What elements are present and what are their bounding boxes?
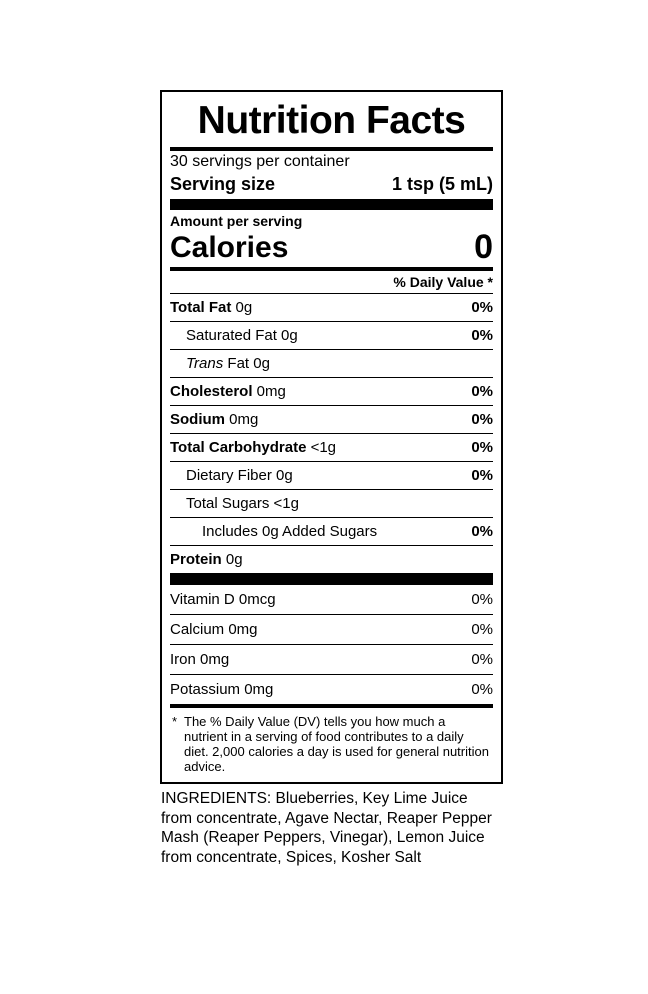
- row-sodium: [170, 405, 493, 433]
- row-protein: [170, 545, 493, 573]
- nutrition-facts-panel: [160, 90, 503, 784]
- row-dv: 0%: [471, 327, 493, 344]
- row-saturated-fat: [170, 321, 493, 349]
- page-title: Nutrition Facts: [197, 99, 466, 142]
- divider-thick-bottom: [170, 573, 493, 584]
- serving-size-value: 1 tsp (5 mL): [391, 174, 493, 194]
- row-added-sugars: [170, 517, 493, 545]
- row-dv: 0%: [471, 523, 493, 540]
- ingredients-text: INGREDIENTS: Blueberries, Key Lime Juice from concentrate, Agave Nectar, Reaper Pepper Mash (Reaper Peppers, Vinegar), Lemon Juice from concentrate, Spices, Kosher Salt: [161, 790, 492, 866]
- row-label: Saturated Fat 0g: [186, 327, 298, 344]
- row-label: Total Fat 0g: [170, 299, 253, 316]
- row-total-sugars: [170, 489, 493, 517]
- row-label: Sodium 0mg: [170, 411, 259, 428]
- row-vitamin-d: [170, 584, 493, 614]
- servings-per-container: 30 servings per container: [170, 153, 350, 170]
- row-dv: 0%: [471, 467, 493, 484]
- row-dv: 0%: [471, 299, 493, 316]
- calories-value: 0: [474, 228, 493, 266]
- row-calcium: [170, 614, 493, 644]
- divider-thick-top: [170, 199, 493, 210]
- row-cholesterol: [170, 377, 493, 405]
- row-trans-fat: [170, 349, 493, 377]
- row-total-fat: [170, 293, 493, 321]
- row-dv: 0%: [471, 439, 493, 456]
- row-dv: 0%: [471, 621, 493, 638]
- row-label: Vitamin D 0mcg: [170, 591, 276, 608]
- row-dv: 0%: [471, 383, 493, 400]
- row-dv: 0%: [471, 651, 493, 668]
- row-label: Protein 0g: [170, 551, 243, 568]
- row-label: Calcium 0mg: [170, 621, 258, 638]
- daily-value-footnote: [170, 704, 493, 778]
- row-dietary-fiber: [170, 461, 493, 489]
- row-total-carbohydrate: [170, 433, 493, 461]
- calories-row: [170, 229, 493, 267]
- serving-size-label: Serving size: [170, 174, 276, 194]
- row-label: Total Carbohydrate <1g: [170, 439, 337, 456]
- row-potassium: [170, 674, 493, 704]
- calories-label: Calories: [170, 231, 289, 264]
- row-label: Iron 0mg: [170, 651, 230, 668]
- row-label: Total Sugars <1g: [186, 495, 299, 512]
- daily-value-header: % Daily Value *: [393, 274, 493, 290]
- amount-per-serving-label: Amount per serving: [170, 213, 303, 229]
- row-label: Potassium 0mg: [170, 681, 274, 698]
- footnote-text: The % Daily Value (DV) tells you how much a nutrient in a serving of food contributes to a daily diet. 2,000 calories a day is used for general nutrition advice.: [184, 714, 489, 774]
- row-dv: 0%: [471, 591, 493, 608]
- row-label: Includes 0g Added Sugars: [202, 523, 378, 540]
- row-label: Dietary Fiber 0g: [186, 467, 293, 484]
- serving-size-row: [170, 174, 493, 199]
- row-iron: [170, 644, 493, 674]
- footnote-star: *: [172, 714, 178, 729]
- row-label: Trans Fat 0g: [186, 355, 270, 372]
- row-label: Cholesterol 0mg: [170, 383, 286, 400]
- row-dv: 0%: [471, 681, 493, 698]
- row-dv: 0%: [471, 411, 493, 428]
